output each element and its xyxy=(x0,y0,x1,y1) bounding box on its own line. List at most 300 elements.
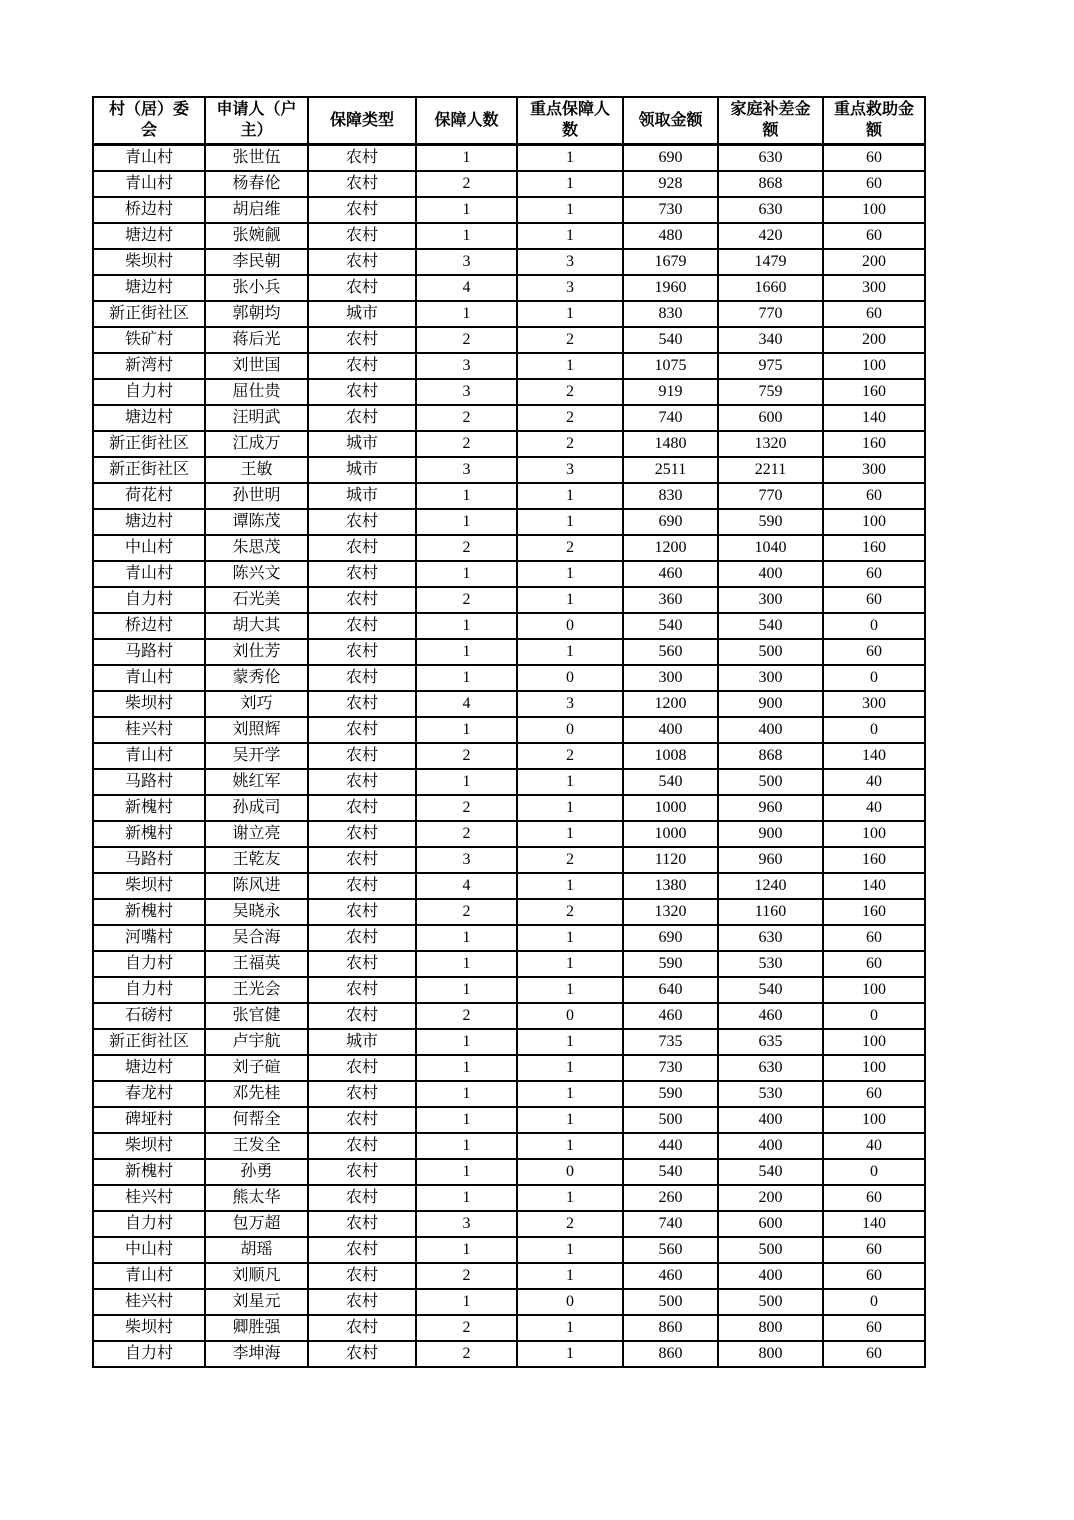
cell-key-covered-persons: 1 xyxy=(517,301,623,327)
cell-amount-received: 1008 xyxy=(623,743,718,769)
cell-support-type: 农村 xyxy=(308,795,416,821)
cell-amount-received: 540 xyxy=(623,1159,718,1185)
cell-key-covered-persons: 1 xyxy=(517,925,623,951)
cell-covered-persons: 2 xyxy=(416,535,517,561)
cell-applicant: 卿胜强 xyxy=(205,1315,308,1341)
cell-family-subsidy-amount: 300 xyxy=(718,587,823,613)
cell-village-committee: 桂兴村 xyxy=(93,717,205,743)
cell-amount-received: 1075 xyxy=(623,353,718,379)
cell-village-committee: 石磅村 xyxy=(93,1003,205,1029)
cell-key-assistance-amount: 0 xyxy=(823,717,925,743)
cell-applicant: 郭朝均 xyxy=(205,301,308,327)
cell-applicant: 朱思茂 xyxy=(205,535,308,561)
cell-family-subsidy-amount: 600 xyxy=(718,1211,823,1237)
cell-amount-received: 830 xyxy=(623,301,718,327)
cell-family-subsidy-amount: 2211 xyxy=(718,457,823,483)
cell-amount-received: 690 xyxy=(623,509,718,535)
table-row xyxy=(93,1289,925,1315)
cell-support-type: 农村 xyxy=(308,665,416,691)
cell-covered-persons: 1 xyxy=(416,1289,517,1315)
cell-key-covered-persons: 1 xyxy=(517,509,623,535)
cell-key-assistance-amount: 300 xyxy=(823,275,925,301)
cell-family-subsidy-amount: 900 xyxy=(718,821,823,847)
cell-covered-persons: 2 xyxy=(416,743,517,769)
table-row xyxy=(93,925,925,951)
cell-key-covered-persons: 1 xyxy=(517,587,623,613)
cell-key-covered-persons: 3 xyxy=(517,249,623,275)
cell-applicant: 汪明武 xyxy=(205,405,308,431)
cell-key-assistance-amount: 0 xyxy=(823,1003,925,1029)
cell-key-assistance-amount: 60 xyxy=(823,223,925,249)
cell-village-committee: 桥边村 xyxy=(93,197,205,223)
cell-applicant: 包万超 xyxy=(205,1211,308,1237)
cell-support-type: 农村 xyxy=(308,197,416,223)
cell-support-type: 农村 xyxy=(308,249,416,275)
table-row xyxy=(93,1081,925,1107)
cell-amount-received: 1000 xyxy=(623,795,718,821)
cell-key-covered-persons: 2 xyxy=(517,899,623,925)
cell-applicant: 邓先桂 xyxy=(205,1081,308,1107)
cell-key-covered-persons: 1 xyxy=(517,353,623,379)
cell-key-assistance-amount: 60 xyxy=(823,587,925,613)
cell-support-type: 农村 xyxy=(308,743,416,769)
cell-key-assistance-amount: 140 xyxy=(823,405,925,431)
cell-applicant: 张世伍 xyxy=(205,144,308,171)
cell-key-assistance-amount: 160 xyxy=(823,535,925,561)
cell-applicant: 蒋后光 xyxy=(205,327,308,353)
cell-support-type: 农村 xyxy=(308,769,416,795)
cell-village-committee: 自力村 xyxy=(93,951,205,977)
subsistence-allowance-table xyxy=(92,96,926,1368)
table-row xyxy=(93,405,925,431)
cell-village-committee: 桂兴村 xyxy=(93,1185,205,1211)
cell-village-committee: 自力村 xyxy=(93,379,205,405)
cell-key-assistance-amount: 60 xyxy=(823,1185,925,1211)
cell-village-committee: 荷花村 xyxy=(93,483,205,509)
table-row xyxy=(93,847,925,873)
cell-covered-persons: 2 xyxy=(416,1003,517,1029)
cell-covered-persons: 4 xyxy=(416,691,517,717)
table-row xyxy=(93,1003,925,1029)
cell-village-committee: 碑垭村 xyxy=(93,1107,205,1133)
cell-applicant: 刘巧 xyxy=(205,691,308,717)
cell-covered-persons: 2 xyxy=(416,795,517,821)
cell-support-type: 农村 xyxy=(308,353,416,379)
cell-support-type: 农村 xyxy=(308,275,416,301)
cell-village-committee: 中山村 xyxy=(93,535,205,561)
cell-amount-received: 440 xyxy=(623,1133,718,1159)
cell-applicant: 蒙秀伦 xyxy=(205,665,308,691)
table-body xyxy=(93,144,925,1367)
table-row xyxy=(93,561,925,587)
cell-applicant: 王乾友 xyxy=(205,847,308,873)
table-row xyxy=(93,483,925,509)
cell-key-covered-persons: 1 xyxy=(517,1185,623,1211)
cell-covered-persons: 2 xyxy=(416,1315,517,1341)
cell-support-type: 农村 xyxy=(308,1081,416,1107)
cell-key-covered-persons: 1 xyxy=(517,1237,623,1263)
cell-support-type: 农村 xyxy=(308,691,416,717)
cell-key-covered-persons: 1 xyxy=(517,821,623,847)
cell-amount-received: 500 xyxy=(623,1107,718,1133)
cell-key-assistance-amount: 0 xyxy=(823,1289,925,1315)
cell-covered-persons: 2 xyxy=(416,327,517,353)
cell-family-subsidy-amount: 635 xyxy=(718,1029,823,1055)
cell-family-subsidy-amount: 420 xyxy=(718,223,823,249)
cell-covered-persons: 1 xyxy=(416,1159,517,1185)
cell-village-committee: 柴坝村 xyxy=(93,1315,205,1341)
cell-key-covered-persons: 3 xyxy=(517,691,623,717)
cell-applicant: 胡启维 xyxy=(205,197,308,223)
cell-key-covered-persons: 0 xyxy=(517,613,623,639)
cell-family-subsidy-amount: 960 xyxy=(718,847,823,873)
cell-support-type: 城市 xyxy=(308,457,416,483)
cell-support-type: 农村 xyxy=(308,1211,416,1237)
column-header-key-covered-persons: 重点保障人 数 xyxy=(517,97,623,144)
cell-applicant: 姚红军 xyxy=(205,769,308,795)
cell-covered-persons: 4 xyxy=(416,275,517,301)
cell-covered-persons: 3 xyxy=(416,1211,517,1237)
cell-key-assistance-amount: 160 xyxy=(823,899,925,925)
column-header-amount-received: 领取金额 xyxy=(623,97,718,144)
cell-covered-persons: 1 xyxy=(416,639,517,665)
cell-applicant: 屈仕贵 xyxy=(205,379,308,405)
table-row xyxy=(93,769,925,795)
cell-support-type: 城市 xyxy=(308,301,416,327)
cell-key-assistance-amount: 60 xyxy=(823,951,925,977)
cell-family-subsidy-amount: 540 xyxy=(718,613,823,639)
cell-support-type: 农村 xyxy=(308,951,416,977)
cell-village-committee: 塘边村 xyxy=(93,1055,205,1081)
cell-applicant: 石光美 xyxy=(205,587,308,613)
cell-key-covered-persons: 2 xyxy=(517,535,623,561)
cell-applicant: 杨春伦 xyxy=(205,171,308,197)
cell-key-assistance-amount: 60 xyxy=(823,561,925,587)
cell-village-committee: 河嘴村 xyxy=(93,925,205,951)
cell-support-type: 农村 xyxy=(308,223,416,249)
cell-applicant: 王光会 xyxy=(205,977,308,1003)
cell-family-subsidy-amount: 300 xyxy=(718,665,823,691)
cell-family-subsidy-amount: 1160 xyxy=(718,899,823,925)
table-row xyxy=(93,1029,925,1055)
cell-family-subsidy-amount: 800 xyxy=(718,1315,823,1341)
cell-village-committee: 自力村 xyxy=(93,587,205,613)
cell-key-covered-persons: 2 xyxy=(517,405,623,431)
cell-amount-received: 400 xyxy=(623,717,718,743)
cell-family-subsidy-amount: 500 xyxy=(718,1237,823,1263)
cell-village-committee: 柴坝村 xyxy=(93,249,205,275)
table-row xyxy=(93,379,925,405)
cell-family-subsidy-amount: 400 xyxy=(718,1263,823,1289)
cell-covered-persons: 3 xyxy=(416,847,517,873)
cell-village-committee: 青山村 xyxy=(93,1263,205,1289)
table-container xyxy=(92,96,928,1368)
cell-amount-received: 640 xyxy=(623,977,718,1003)
cell-key-covered-persons: 0 xyxy=(517,665,623,691)
cell-key-assistance-amount: 60 xyxy=(823,171,925,197)
cell-key-covered-persons: 0 xyxy=(517,1159,623,1185)
cell-amount-received: 360 xyxy=(623,587,718,613)
cell-key-assistance-amount: 60 xyxy=(823,144,925,171)
table-row xyxy=(93,171,925,197)
column-header-village-committee: 村（居）委 会 xyxy=(93,97,205,144)
cell-key-assistance-amount: 200 xyxy=(823,249,925,275)
cell-applicant: 吴开学 xyxy=(205,743,308,769)
cell-covered-persons: 1 xyxy=(416,951,517,977)
cell-covered-persons: 1 xyxy=(416,977,517,1003)
table-row xyxy=(93,795,925,821)
cell-key-assistance-amount: 60 xyxy=(823,483,925,509)
cell-amount-received: 540 xyxy=(623,327,718,353)
cell-applicant: 吴晓永 xyxy=(205,899,308,925)
cell-covered-persons: 1 xyxy=(416,144,517,171)
cell-applicant: 熊太华 xyxy=(205,1185,308,1211)
cell-key-covered-persons: 2 xyxy=(517,847,623,873)
cell-covered-persons: 2 xyxy=(416,1263,517,1289)
cell-covered-persons: 1 xyxy=(416,483,517,509)
cell-family-subsidy-amount: 590 xyxy=(718,509,823,535)
table-row xyxy=(93,1055,925,1081)
cell-key-assistance-amount: 60 xyxy=(823,639,925,665)
table-row xyxy=(93,821,925,847)
cell-village-committee: 新槐村 xyxy=(93,795,205,821)
cell-key-covered-persons: 1 xyxy=(517,1055,623,1081)
cell-support-type: 农村 xyxy=(308,379,416,405)
cell-village-committee: 新正街社区 xyxy=(93,431,205,457)
cell-applicant: 江成万 xyxy=(205,431,308,457)
column-header-family-subsidy-amount: 家庭补差金 额 xyxy=(718,97,823,144)
cell-amount-received: 860 xyxy=(623,1341,718,1367)
cell-family-subsidy-amount: 759 xyxy=(718,379,823,405)
cell-amount-received: 260 xyxy=(623,1185,718,1211)
cell-key-assistance-amount: 100 xyxy=(823,821,925,847)
cell-key-covered-persons: 2 xyxy=(517,431,623,457)
cell-key-assistance-amount: 60 xyxy=(823,301,925,327)
cell-support-type: 农村 xyxy=(308,587,416,613)
cell-key-assistance-amount: 100 xyxy=(823,197,925,223)
cell-applicant: 刘照辉 xyxy=(205,717,308,743)
cell-amount-received: 730 xyxy=(623,1055,718,1081)
cell-family-subsidy-amount: 1040 xyxy=(718,535,823,561)
cell-family-subsidy-amount: 540 xyxy=(718,1159,823,1185)
cell-key-assistance-amount: 300 xyxy=(823,457,925,483)
cell-covered-persons: 3 xyxy=(416,249,517,275)
cell-family-subsidy-amount: 630 xyxy=(718,144,823,171)
table-row xyxy=(93,223,925,249)
cell-key-covered-persons: 1 xyxy=(517,769,623,795)
cell-support-type: 农村 xyxy=(308,535,416,561)
cell-amount-received: 1380 xyxy=(623,873,718,899)
cell-key-covered-persons: 0 xyxy=(517,1289,623,1315)
cell-key-assistance-amount: 60 xyxy=(823,1081,925,1107)
cell-covered-persons: 4 xyxy=(416,873,517,899)
cell-applicant: 陈风进 xyxy=(205,873,308,899)
table-row xyxy=(93,899,925,925)
table-row xyxy=(93,197,925,223)
cell-key-assistance-amount: 40 xyxy=(823,795,925,821)
cell-support-type: 农村 xyxy=(308,1159,416,1185)
cell-amount-received: 919 xyxy=(623,379,718,405)
column-header-support-type: 保障类型 xyxy=(308,97,416,144)
cell-support-type: 农村 xyxy=(308,1263,416,1289)
cell-key-covered-persons: 1 xyxy=(517,873,623,899)
cell-village-committee: 新槐村 xyxy=(93,1159,205,1185)
cell-support-type: 农村 xyxy=(308,1003,416,1029)
cell-amount-received: 480 xyxy=(623,223,718,249)
cell-amount-received: 460 xyxy=(623,1003,718,1029)
cell-family-subsidy-amount: 1240 xyxy=(718,873,823,899)
cell-amount-received: 540 xyxy=(623,613,718,639)
cell-applicant: 孙世明 xyxy=(205,483,308,509)
cell-applicant: 谢立亮 xyxy=(205,821,308,847)
cell-covered-persons: 2 xyxy=(416,587,517,613)
cell-village-committee: 新槐村 xyxy=(93,821,205,847)
cell-covered-persons: 1 xyxy=(416,717,517,743)
cell-village-committee: 新正街社区 xyxy=(93,1029,205,1055)
table-row xyxy=(93,587,925,613)
cell-key-covered-persons: 2 xyxy=(517,379,623,405)
cell-village-committee: 春龙村 xyxy=(93,1081,205,1107)
cell-support-type: 农村 xyxy=(308,509,416,535)
cell-applicant: 谭陈茂 xyxy=(205,509,308,535)
cell-support-type: 农村 xyxy=(308,327,416,353)
table-row xyxy=(93,457,925,483)
table-row xyxy=(93,1237,925,1263)
cell-family-subsidy-amount: 540 xyxy=(718,977,823,1003)
column-header-applicant: 申请人（户 主） xyxy=(205,97,308,144)
cell-support-type: 农村 xyxy=(308,1237,416,1263)
cell-amount-received: 1200 xyxy=(623,691,718,717)
cell-family-subsidy-amount: 400 xyxy=(718,717,823,743)
cell-key-covered-persons: 1 xyxy=(517,483,623,509)
cell-applicant: 张小兵 xyxy=(205,275,308,301)
table-row xyxy=(93,144,925,171)
cell-key-assistance-amount: 140 xyxy=(823,873,925,899)
column-header-key-assistance-amount: 重点救助金 额 xyxy=(823,97,925,144)
cell-amount-received: 928 xyxy=(623,171,718,197)
table-row xyxy=(93,665,925,691)
cell-family-subsidy-amount: 340 xyxy=(718,327,823,353)
cell-amount-received: 590 xyxy=(623,1081,718,1107)
cell-key-assistance-amount: 0 xyxy=(823,1159,925,1185)
cell-key-covered-persons: 3 xyxy=(517,457,623,483)
cell-support-type: 农村 xyxy=(308,1055,416,1081)
table-row xyxy=(93,873,925,899)
cell-support-type: 农村 xyxy=(308,405,416,431)
cell-support-type: 农村 xyxy=(308,639,416,665)
table-row xyxy=(93,353,925,379)
cell-key-assistance-amount: 160 xyxy=(823,847,925,873)
cell-key-assistance-amount: 140 xyxy=(823,743,925,769)
cell-key-covered-persons: 2 xyxy=(517,1211,623,1237)
cell-covered-persons: 1 xyxy=(416,561,517,587)
cell-village-committee: 塘边村 xyxy=(93,509,205,535)
cell-applicant: 王发全 xyxy=(205,1133,308,1159)
cell-covered-persons: 1 xyxy=(416,1081,517,1107)
cell-village-committee: 柴坝村 xyxy=(93,1133,205,1159)
cell-key-assistance-amount: 60 xyxy=(823,1263,925,1289)
cell-family-subsidy-amount: 530 xyxy=(718,1081,823,1107)
table-row xyxy=(93,1185,925,1211)
cell-amount-received: 540 xyxy=(623,769,718,795)
cell-covered-persons: 1 xyxy=(416,1133,517,1159)
cell-applicant: 刘顺凡 xyxy=(205,1263,308,1289)
cell-key-assistance-amount: 60 xyxy=(823,1341,925,1367)
cell-covered-persons: 1 xyxy=(416,223,517,249)
cell-amount-received: 560 xyxy=(623,1237,718,1263)
cell-key-covered-persons: 2 xyxy=(517,327,623,353)
cell-village-committee: 自力村 xyxy=(93,1211,205,1237)
cell-amount-received: 690 xyxy=(623,925,718,951)
table-row xyxy=(93,249,925,275)
cell-family-subsidy-amount: 600 xyxy=(718,405,823,431)
cell-amount-received: 2511 xyxy=(623,457,718,483)
cell-support-type: 农村 xyxy=(308,925,416,951)
cell-amount-received: 460 xyxy=(623,561,718,587)
cell-village-committee: 青山村 xyxy=(93,665,205,691)
cell-key-covered-persons: 1 xyxy=(517,951,623,977)
table-row xyxy=(93,1315,925,1341)
cell-applicant: 陈兴文 xyxy=(205,561,308,587)
cell-key-covered-persons: 1 xyxy=(517,1315,623,1341)
cell-key-covered-persons: 1 xyxy=(517,144,623,171)
cell-village-committee: 青山村 xyxy=(93,743,205,769)
cell-support-type: 农村 xyxy=(308,1107,416,1133)
cell-village-committee: 新正街社区 xyxy=(93,301,205,327)
cell-applicant: 卢宇航 xyxy=(205,1029,308,1055)
cell-amount-received: 300 xyxy=(623,665,718,691)
cell-village-committee: 柴坝村 xyxy=(93,873,205,899)
cell-key-covered-persons: 1 xyxy=(517,197,623,223)
cell-applicant: 何帮全 xyxy=(205,1107,308,1133)
cell-family-subsidy-amount: 460 xyxy=(718,1003,823,1029)
table-header xyxy=(93,97,925,144)
cell-applicant: 李民朝 xyxy=(205,249,308,275)
cell-support-type: 农村 xyxy=(308,1289,416,1315)
cell-applicant: 李坤海 xyxy=(205,1341,308,1367)
cell-support-type: 农村 xyxy=(308,1185,416,1211)
table-row xyxy=(93,275,925,301)
table-row xyxy=(93,509,925,535)
cell-key-assistance-amount: 300 xyxy=(823,691,925,717)
cell-family-subsidy-amount: 960 xyxy=(718,795,823,821)
cell-family-subsidy-amount: 975 xyxy=(718,353,823,379)
cell-key-assistance-amount: 100 xyxy=(823,1107,925,1133)
cell-amount-received: 830 xyxy=(623,483,718,509)
cell-support-type: 农村 xyxy=(308,144,416,171)
cell-village-committee: 铁矿村 xyxy=(93,327,205,353)
cell-applicant: 王福英 xyxy=(205,951,308,977)
cell-covered-persons: 2 xyxy=(416,405,517,431)
cell-key-assistance-amount: 200 xyxy=(823,327,925,353)
table-row xyxy=(93,431,925,457)
cell-family-subsidy-amount: 400 xyxy=(718,1107,823,1133)
cell-support-type: 农村 xyxy=(308,1315,416,1341)
cell-village-committee: 塘边村 xyxy=(93,405,205,431)
cell-family-subsidy-amount: 200 xyxy=(718,1185,823,1211)
cell-support-type: 城市 xyxy=(308,431,416,457)
cell-applicant: 胡瑶 xyxy=(205,1237,308,1263)
cell-key-assistance-amount: 40 xyxy=(823,769,925,795)
cell-village-committee: 塘边村 xyxy=(93,223,205,249)
cell-covered-persons: 1 xyxy=(416,665,517,691)
cell-amount-received: 740 xyxy=(623,1211,718,1237)
cell-family-subsidy-amount: 630 xyxy=(718,925,823,951)
cell-covered-persons: 2 xyxy=(416,899,517,925)
cell-key-assistance-amount: 60 xyxy=(823,925,925,951)
cell-key-covered-persons: 0 xyxy=(517,1003,623,1029)
cell-applicant: 孙成司 xyxy=(205,795,308,821)
